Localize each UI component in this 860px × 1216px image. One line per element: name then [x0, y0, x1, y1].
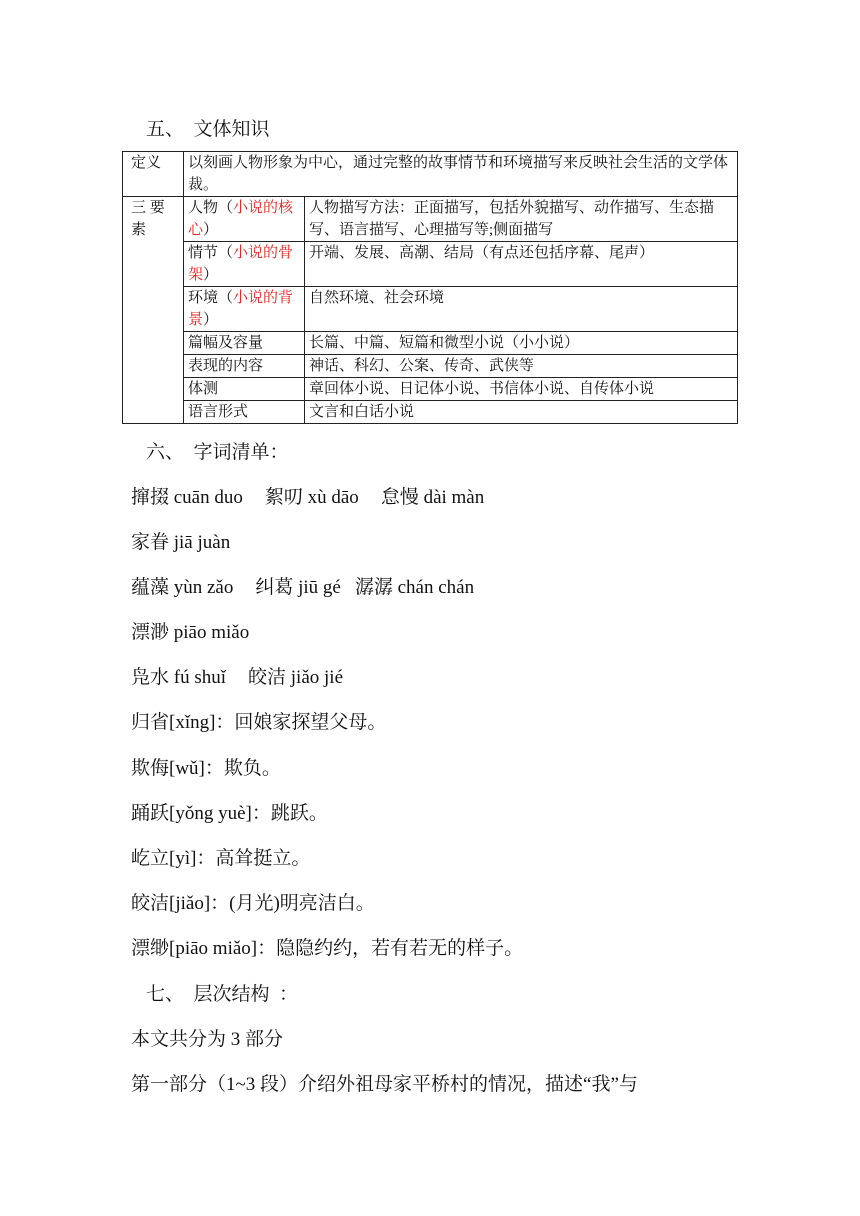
vocab-line [131, 617, 249, 644]
vocab-item: 家眷 jiā juàn [131, 532, 231, 553]
section-heading-6: 六、 字词清单： [146, 442, 289, 463]
table-row [123, 332, 738, 355]
vocab-item: 漂渺 piāo miǎo [131, 622, 250, 643]
table-row [123, 378, 738, 401]
vocab-definition: 屹立[yì]：高耸挺立。 [131, 848, 311, 869]
element-name: 情节（小说的骨架） [184, 242, 305, 287]
section-heading-7: 七、 层次结构 ： [146, 984, 299, 1005]
genre-knowledge-table [122, 151, 738, 424]
vocab-item: 潺潺 chán chán [354, 577, 475, 598]
vocab-line [131, 527, 230, 554]
structure-part-1: 第一部分（1~3 段）介绍外祖母家平桥村的情况，描述“我”与 [131, 1074, 638, 1095]
element-name: 体测 [184, 378, 305, 401]
vocab-definition: 欺侮[wǔ]：欺负。 [131, 758, 281, 779]
vocab-line [131, 662, 343, 689]
table-row [123, 242, 738, 287]
element-description: 文言和白话小说 [305, 401, 738, 424]
vocab-item: 撺掇 cuān duo [131, 487, 243, 508]
vocab-line [131, 572, 474, 599]
vocab-item: 凫水 fú shuǐ [131, 667, 227, 688]
element-name: 篇幅及容量 [184, 332, 305, 355]
vocab-item: 蕴藻 yùn zǎo [131, 577, 234, 598]
element-name: 环境（小说的背景） [184, 287, 305, 332]
element-name: 表现的内容 [184, 355, 305, 378]
table-row [123, 355, 738, 378]
element-description: 开端、发展、高潮、结局（有点还包括序幕、尾声） [305, 242, 738, 287]
element-description: 自然环境、社会环境 [305, 287, 738, 332]
element-description: 神话、科幻、公案、传奇、武侠等 [305, 355, 738, 378]
vocab-definition: 归省[xǐng]：回娘家探望父母。 [131, 712, 387, 733]
table-row [123, 287, 738, 332]
element-name: 人物（小说的核心） [184, 197, 305, 242]
vocab-line [131, 482, 484, 509]
table-row [123, 152, 738, 197]
three-elements-label: 三 要素 [123, 197, 184, 424]
definition-label: 定义 [123, 152, 184, 197]
element-description: 章回体小说、日记体小说、书信体小说、自传体小说 [305, 378, 738, 401]
structure-intro: 本文共分为 3 部分 [131, 1029, 284, 1050]
section-heading-5: 五、 文体知识 [146, 119, 270, 140]
definition-text: 以刻画人物形象为中心，通过完整的故事情节和环境描写来反映社会生活的文学体裁。 [184, 152, 738, 197]
vocab-item: 纠葛 jiū gé [255, 577, 341, 598]
vocab-definition: 漂缈[piāo miǎo]：隐隐约约，若有若无的样子。 [131, 938, 524, 959]
vocab-item: 絮叨 xù dāo [264, 487, 359, 508]
element-description: 长篇、中篇、短篇和微型小说（小小说） [305, 332, 738, 355]
vocab-item: 皎洁 jiǎo jié [248, 667, 343, 688]
table-row [123, 197, 738, 242]
vocab-item: 怠慢 dài màn [380, 487, 485, 508]
element-description: 人物描写方法：正面描写，包括外貌描写、动作描写、生态描写、语言描写、心理描写等;侧面描写 [305, 197, 738, 242]
vocab-definition: 皎洁[jiǎo]：(月光)明亮洁白。 [131, 893, 375, 914]
element-name: 语言形式 [184, 401, 305, 424]
table-row [123, 401, 738, 424]
vocab-definition: 踊跃[yǒng yuè]：跳跃。 [131, 803, 328, 824]
